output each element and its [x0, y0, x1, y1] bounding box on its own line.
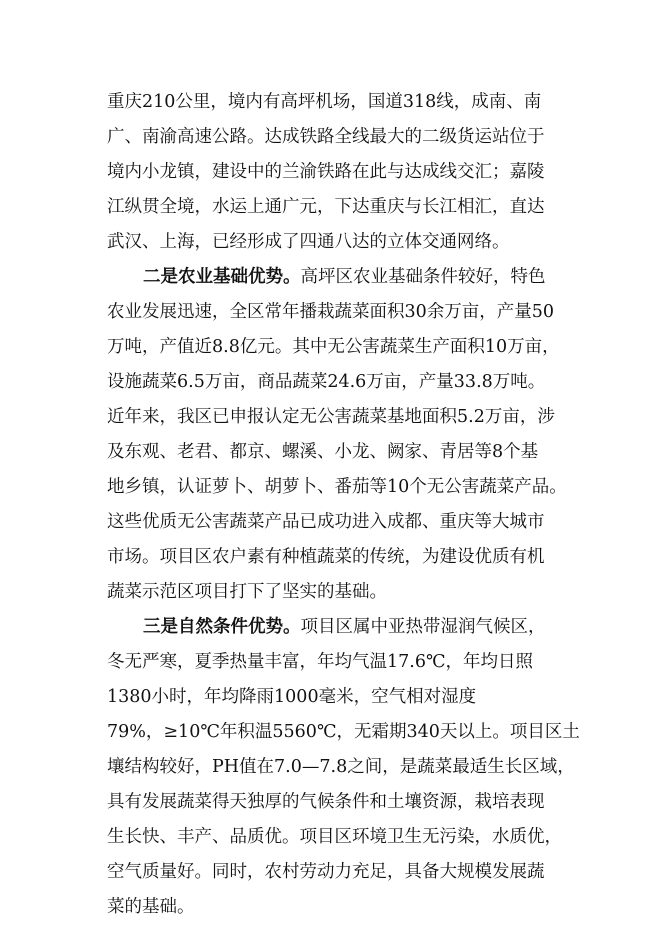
text-span: 高坪区农业基础条件较好，特色	[300, 267, 546, 287]
text-line: 境内小龙镇，建设中的兰渝铁路在此与达成线交汇；嘉陵	[107, 162, 545, 182]
text-span: 项目区属中亚热带湿润气候区，	[300, 617, 546, 637]
natural-conditions-heading: 三是自然条件优势。	[143, 617, 301, 637]
text-line: 菜的基础。	[107, 897, 195, 917]
text-line: 农业发展迅速，全区常年播栽蔬菜面积30余万亩，产量50	[107, 302, 555, 322]
paragraph-nature-first-line	[143, 617, 546, 637]
text-line: 这些优质无公害蔬菜产品已成功进入成都、重庆等大城市	[107, 512, 545, 532]
text-line: 武汉、上海，已经形成了四通八达的立体交通网络。	[107, 232, 510, 252]
text-line: 江纵贯全境，水运上通广元，下达重庆与长江相汇，直达	[107, 197, 545, 217]
text-line: 万吨，产值近8.8亿元。其中无公害蔬菜生产面积10万亩，	[107, 337, 560, 357]
text-line: 近年来，我区已申报认定无公害蔬菜基地面积5.2万亩，涉	[107, 407, 555, 427]
paragraph-agriculture-first-line	[143, 267, 546, 287]
text-line: 具有发展蔬菜得天独厚的气候条件和土壤资源，栽培表现	[107, 792, 545, 812]
text-line: 设施蔬菜6.5万亩，商品蔬菜24.6万亩，产量33.8万吨。	[107, 372, 546, 392]
text-line: 蔬菜示范区项目打下了坚实的基础。	[107, 582, 387, 602]
text-line: 空气质量好。同时，农村劳动力充足，具备大规模发展蔬	[107, 862, 545, 882]
text-line: 地乡镇，认证萝卜、胡萝卜、番茄等10个无公害蔬菜产品。	[107, 477, 567, 497]
text-line: 及东观、老君、都京、螺溪、小龙、阙家、青居等8个基	[107, 442, 539, 462]
text-line: 广、南渝高速公路。达成铁路全线最大的二级货运站位于	[107, 127, 545, 147]
text-line: 79%，≥10℃年积温5560℃，无霜期340天以上。项目区土	[107, 722, 580, 742]
text-line: 市场。项目区农户素有种植蔬菜的传统，为建设优质有机	[107, 547, 545, 567]
text-line: 壤结构较好，PH值在7.0—7.8之间，是蔬菜最适生长区域，	[107, 757, 575, 777]
text-line: 冬无严寒，夏季热量丰富，年均气温17.6℃，年均日照	[107, 652, 534, 672]
agriculture-advantage-heading: 二是农业基础优势。	[143, 267, 301, 287]
text-line: 1380小时，年均降雨1000毫米，空气相对湿度	[107, 687, 477, 707]
text-line: 重庆210公里，境内有高坪机场，国道318线，成南、南	[107, 92, 542, 112]
text-line: 生长快、丰产、品质优。项目区环境卫生无污染，水质优，	[107, 827, 562, 847]
